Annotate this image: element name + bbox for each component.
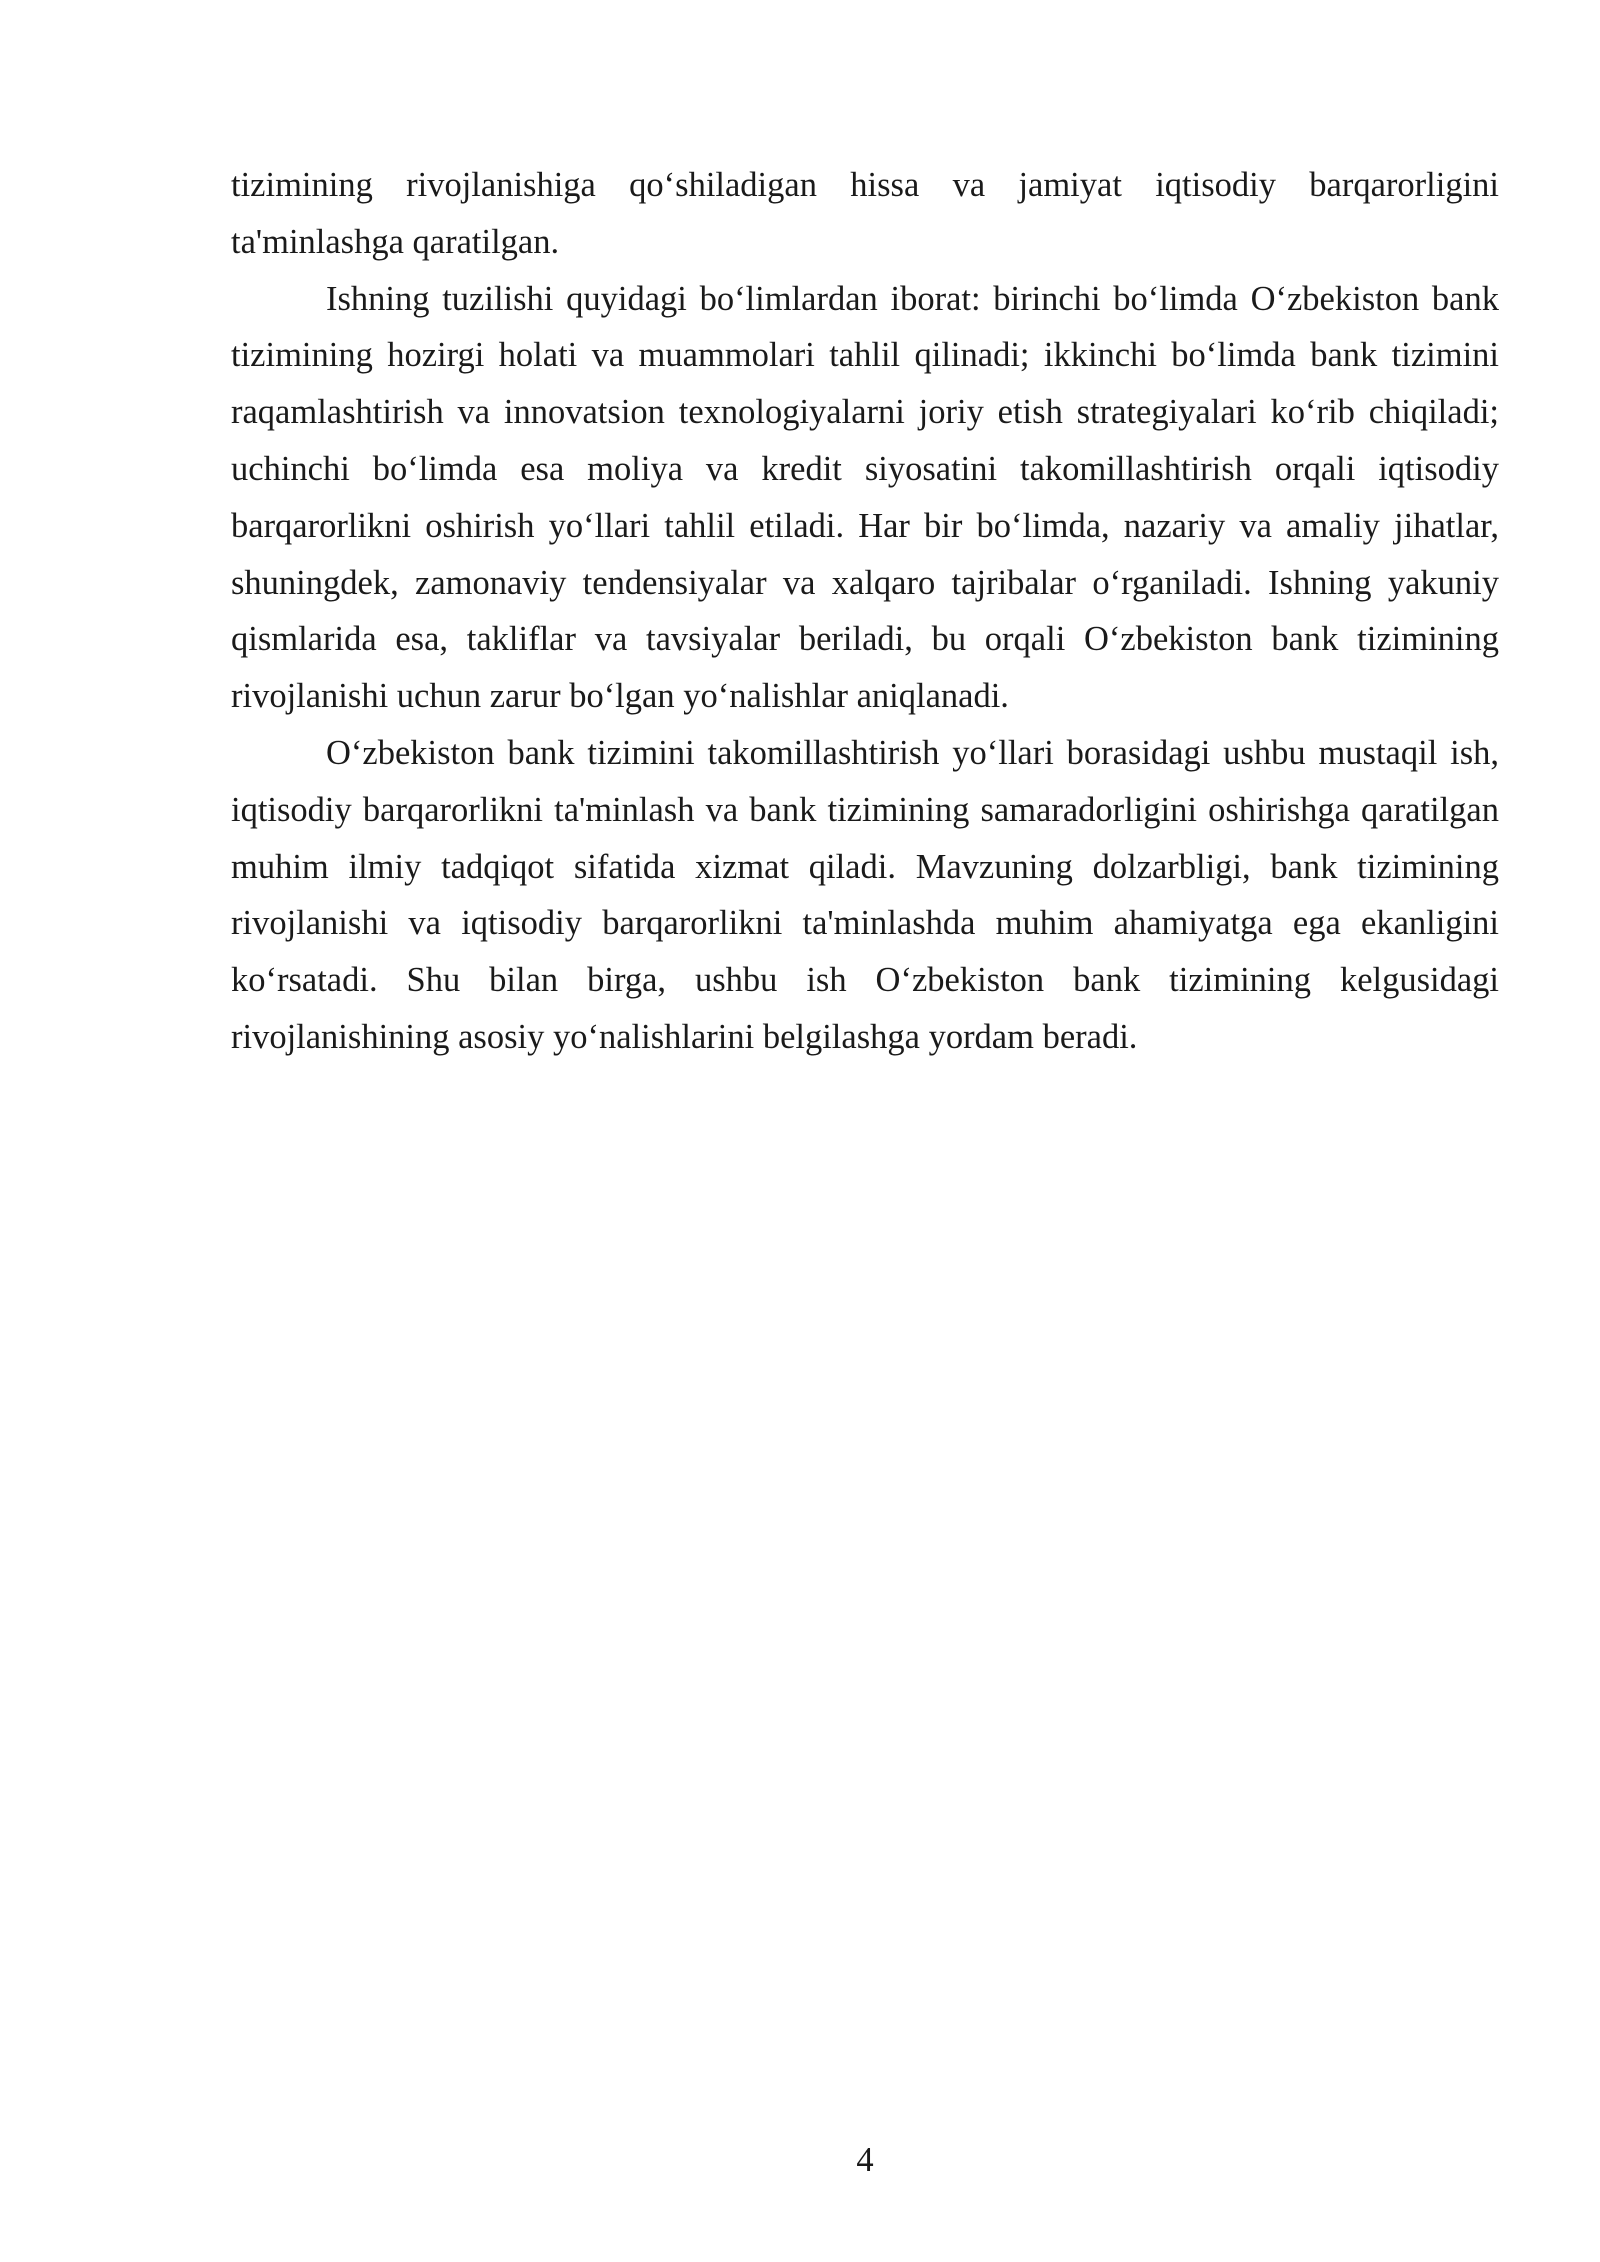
paragraph-conclusion: O‘zbekiston bank tizimini takomillashtirish yo‘llari borasidagi ushbu mustaqil ish, iqtisodiy barqarorlikni ta'minlash va bank tizimining samaradorligini oshirishga qaratilgan muhim ilmiy tadqiqot sifatida xizmat qiladi. Mavzuning dolzarbligi, bank tizimining rivojlanishi va iqtisodiy barqarorlikni ta'minlashda muhim ahamiyatga ega ekanligini ko‘rsatadi. Shu bilan birga, ushbu ish O‘zbekiston bank tizimining kelgusidagi rivojlanishining asosiy yo‘nalishlarini belgilashga yordam beradi. — [231, 733, 1499, 1056]
body-text — [231, 157, 1499, 1066]
paragraph-structure: Ishning tuzilishi quyidagi bo‘limlardan iborat: birinchi bo‘limda O‘zbekiston bank tizimining hozirgi holati va muammolari tahlil qilinadi; ikkinchi bo‘limda bank tizimini raqamlashtirish va innovatsion texnologiyalarni joriy etish strategiyalari ko‘rib chiqiladi; uchinchi bo‘limda esa moliya va kredit siyosatini takomillashtirish orqali iqtisodiy barqarorlikni oshirish yo‘llari tahlil etiladi. Har bir bo‘limda, nazariy va amaliy jihatlar, shuningdek, zamonaviy tendensiyalar va xalqaro tajribalar o‘rganiladi. Ishning yakuniy qismlarida esa, takliflar va tavsiyalar beriladi, bu orqali O‘zbekiston bank tizimining rivojlanishi uchun zarur bo‘lgan yo‘nalishlar aniqlanadi. — [231, 279, 1499, 716]
page-number: 4 — [856, 2141, 874, 2179]
paragraph-continuation: tizimining rivojlanishiga qo‘shiladigan hissa va jamiyat iqtisodiy barqarorligini ta'minlashga qaratilgan. — [231, 166, 1499, 261]
